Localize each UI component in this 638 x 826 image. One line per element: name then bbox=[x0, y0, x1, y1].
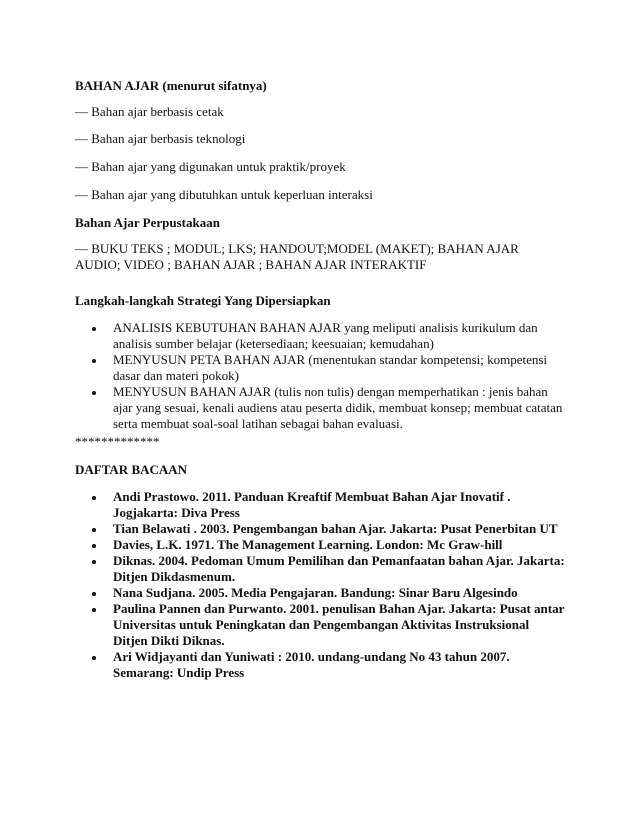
list-item: MENYUSUN PETA BAHAN AJAR (menentukan standar kompetensi; kompetensi dasar dan materi pokok) bbox=[75, 352, 565, 384]
bullet-icon bbox=[92, 656, 96, 660]
list-item: — Bahan ajar yang digunakan untuk praktik/proyek bbox=[75, 159, 346, 174]
bullet-icon bbox=[92, 359, 96, 363]
section-heading-bahan-ajar: BAHAN AJAR (menurut sifatnya) bbox=[75, 78, 267, 93]
bullet-icon bbox=[92, 496, 96, 500]
bullet-icon bbox=[92, 391, 96, 395]
bibliography-item: Davies, L.K. 1971. The Management Learning. London: Mc Graw-hill bbox=[75, 537, 565, 553]
strategy-list bbox=[75, 320, 565, 432]
list-item: — Bahan ajar berbasis teknologi bbox=[75, 131, 246, 146]
paragraph-bahan-ajar-perpustakaan: — BUKU TEKS ; MODUL; LKS; HANDOUT;MODEL (MAKET); BAHAN AJAR AUDIO; VIDEO ; BAHAN AJAR ; BAHAN AJAR INTERAKTIF bbox=[75, 241, 519, 272]
bullet-icon bbox=[92, 592, 96, 596]
list-item: MENYUSUN BAHAN AJAR (tulis non tulis) dengan memperhatikan : jenis bahan ajar yang sesuai, kenali audiens atau peserta didik, membuat konsep; membuat catatan serta membuat soal-soal latihan sebagai bahan evaluasi. bbox=[75, 384, 565, 432]
list-item: ANALISIS KEBUTUHAN BAHAN AJAR yang meliputi analisis kurikulum dan analisis sumber belajar (ketersediaan; keesuaian; kemudahan) bbox=[75, 320, 565, 352]
separator: ************* bbox=[75, 434, 160, 449]
bibliography-item: Andi Prastowo. 2011. Panduan Kreaftif Membuat Bahan Ajar Inovatif . Jogjakarta: Diva Press bbox=[75, 489, 565, 521]
bibliography-item: Paulina Pannen dan Purwanto. 2001. penulisan Bahan Ajar. Jakarta: Pusat antar Universitas untuk Peningkatan dan Pengembangan Aktivitas Instruksional Ditjen Dikti Diknas. bbox=[75, 601, 565, 649]
bibliography-item: Ari Widjayanti dan Yuniwati : 2010. undang-undang No 43 tahun 2007. Semarang: Undip Press bbox=[75, 649, 565, 681]
bibliography-item: Tian Belawati . 2003. Pengembangan bahan Ajar. Jakarta: Pusat Penerbitan UT bbox=[75, 521, 565, 537]
bullet-icon bbox=[92, 544, 96, 548]
bibliography-list bbox=[75, 489, 565, 681]
bullet-icon bbox=[92, 608, 96, 612]
bibliography-item: Diknas. 2004. Pedoman Umum Pemilihan dan Pemanfaatan bahan Ajar. Jakarta: Ditjen Dikdasmenum. bbox=[75, 553, 565, 585]
bibliography-item: Nana Sudjana. 2005. Media Pengajaran. Bandung: Sinar Baru Algesindo bbox=[75, 585, 565, 601]
section-heading-perpustakaan: Bahan Ajar Perpustakaan bbox=[75, 215, 220, 230]
list-item: — Bahan ajar yang dibutuhkan untuk keperluan interaksi bbox=[75, 187, 373, 202]
section-heading-daftar-bacaan: DAFTAR BACAAN bbox=[75, 462, 188, 477]
bullet-icon bbox=[92, 327, 96, 331]
bullet-icon bbox=[92, 528, 96, 532]
list-item: — Bahan ajar berbasis cetak bbox=[75, 104, 224, 119]
section-heading-langkah: Langkah-langkah Strategi Yang Dipersiapkan bbox=[75, 293, 331, 308]
bullet-icon bbox=[92, 560, 96, 564]
